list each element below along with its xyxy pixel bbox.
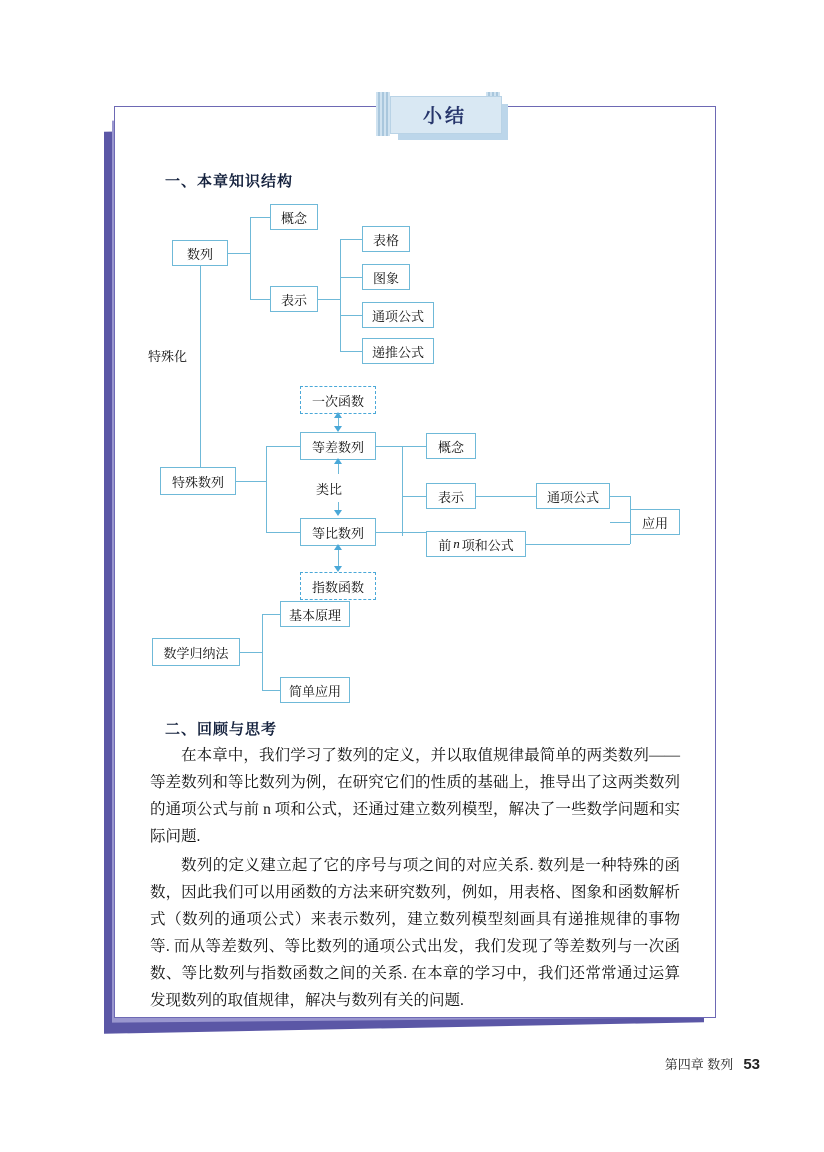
- label-leibi: 类比: [316, 482, 343, 497]
- node-biaoshi-1: 表示: [270, 286, 318, 312]
- node-biaoge: 表格: [362, 226, 410, 252]
- page-title: 小结: [422, 105, 467, 127]
- footer-chapter: 第四章 数列: [664, 1057, 734, 1072]
- node-jiandan-yingyong: 简单应用: [280, 677, 350, 703]
- node-shuxue-guinafa: 数学归纳法: [152, 638, 240, 666]
- node-shulie: 数列: [172, 240, 228, 266]
- node-biaoshi-2: 表示: [426, 483, 476, 509]
- label-teshuhua: 特殊化: [148, 349, 188, 364]
- knowledge-structure-diagram: [130, 196, 700, 706]
- ribbon-tab-left: [376, 92, 390, 136]
- section-heading-2: 二、回顾与思考: [165, 721, 278, 738]
- node-tongxiang-gongshi-2: 通项公式: [536, 483, 610, 509]
- node-zhishu-hanshu: 指数函数: [300, 572, 376, 600]
- body-text: [150, 742, 680, 1016]
- node-gainian-2: 概念: [426, 433, 476, 459]
- node-ditui-gongshi: 递推公式: [362, 338, 434, 364]
- footer-page-number: 53: [743, 1056, 760, 1073]
- paragraph-2: 数列的定义建立起了它的序号与项之间的对应关系. 数列是一种特殊的函数，因此我们可以用函数的方法来研究数列，例如，用表格、图象和函数解析式（数列的通项公式）来表示数列，建立数列模型刻画具有递推规律的事物等. 而从等差数列、等比数列的通项公式出发，我们发现了等差数列与一次函数、等比数列与指数函数之间的关系. 在本章的学习中，我们还常常通过运算发现数列的取值规律，解决与数列有关的问题.: [150, 857, 680, 1009]
- section-heading-1: 一、本章知识结构: [165, 173, 294, 190]
- node-dengcha-shulie: 等差数列: [300, 432, 376, 460]
- node-yici-hanshu: 一次函数: [300, 386, 376, 414]
- node-teshu-shulie: 特殊数列: [160, 467, 236, 495]
- node-qian-n-xiang-he-gongshi: 前 n 项和公式: [426, 531, 526, 557]
- node-jiben-yuanli: 基本原理: [280, 601, 350, 627]
- node-yingyong: 应用: [630, 509, 680, 535]
- paragraph-1: 在本章中，我们学习了数列的定义，并以取值规律最简单的两类数列——等差数列和等比数列为例，在研究它们的性质的基础上，推导出了这两类数列的通项公式与前 n 项和公式，还通过建立数列模型，解决了一些数学问题和实际问题.: [150, 747, 680, 845]
- node-dengbi-shulie: 等比数列: [300, 518, 376, 546]
- node-gainian-1: 概念: [270, 204, 318, 230]
- node-tongxiang-gongshi-1: 通项公式: [362, 302, 434, 328]
- page-footer: [0, 1054, 760, 1073]
- node-tuxiang: 图象: [362, 264, 410, 290]
